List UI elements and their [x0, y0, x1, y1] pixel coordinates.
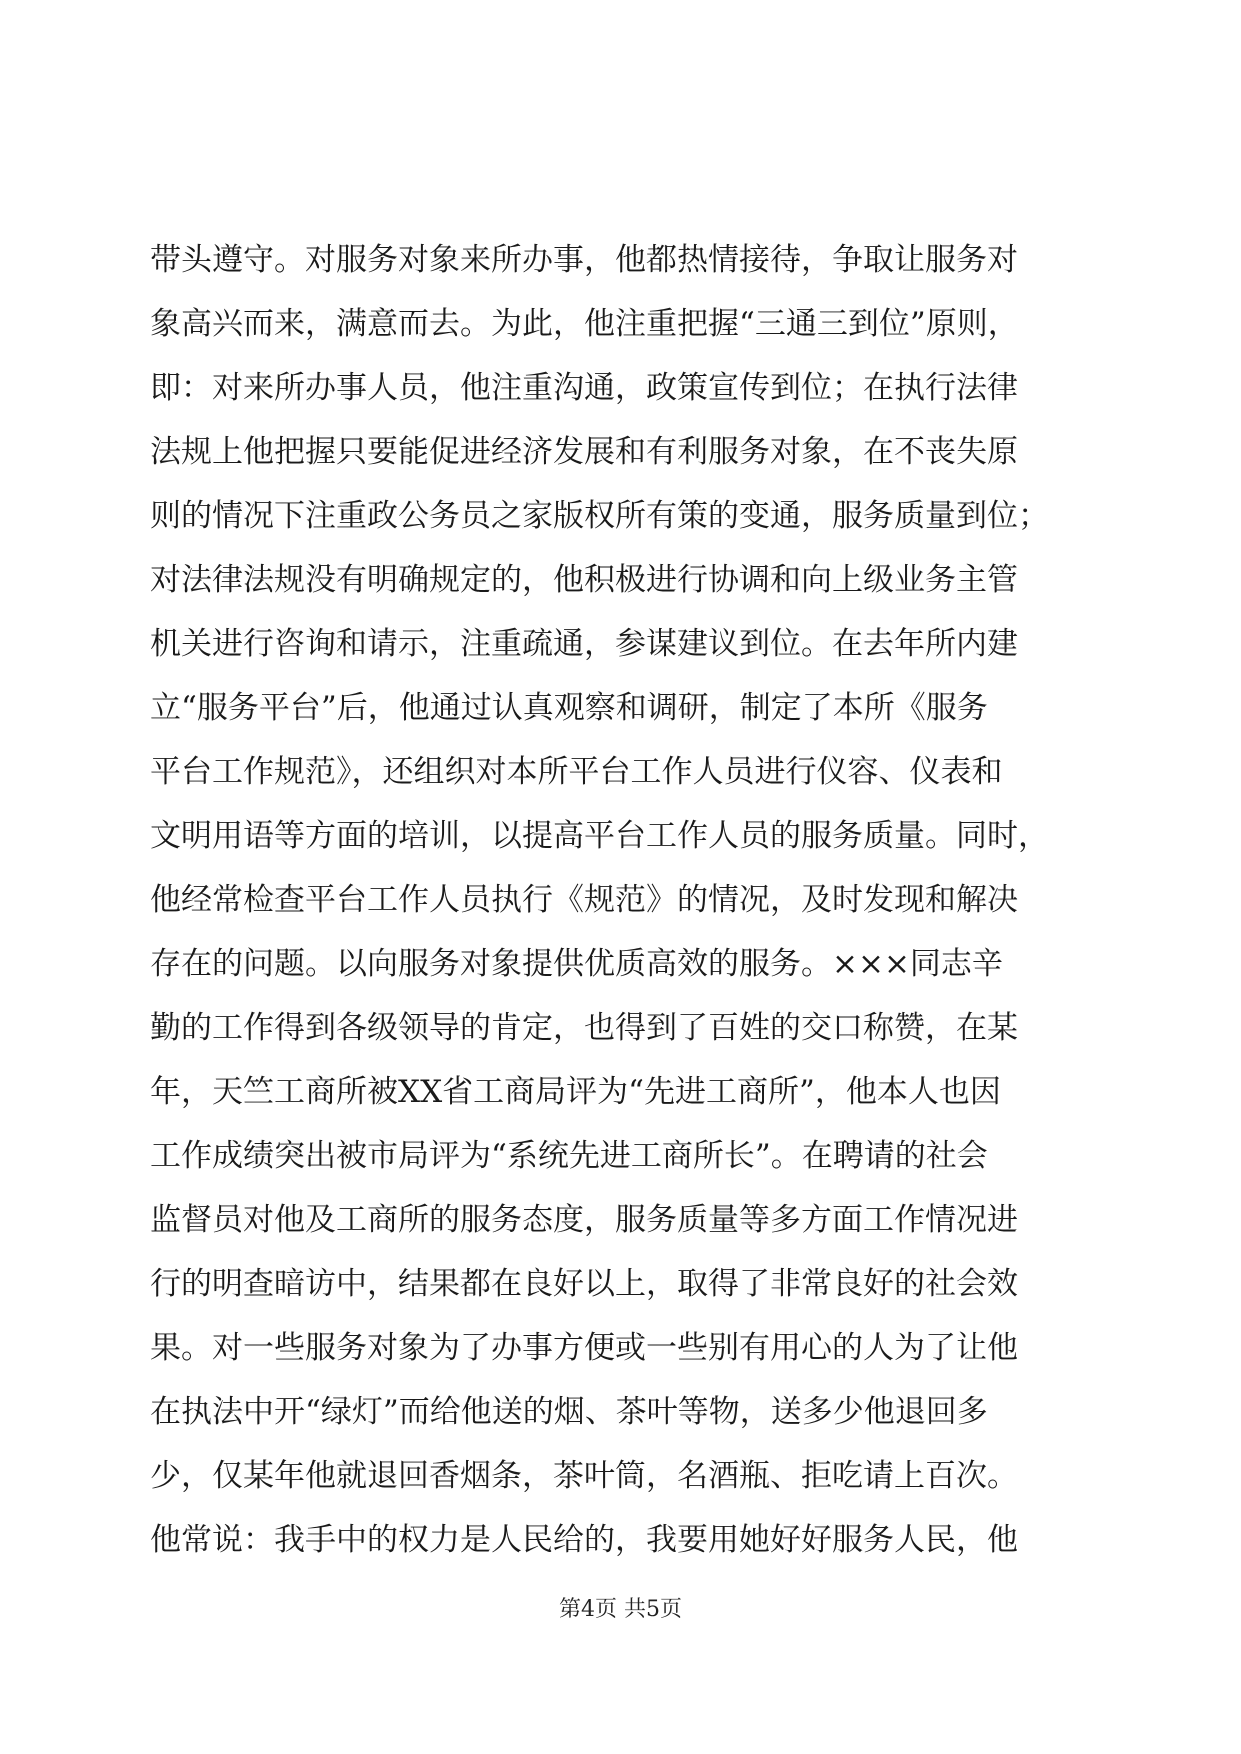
text-line: 少，仅某年他就退回香烟条，茶叶筒，名酒瓶、拒吃请上百次。	[150, 1458, 1018, 1494]
text-line: 果。对一些服务对象为了办事方便或一些别有用心的人为了让他	[150, 1330, 1018, 1366]
text-line: 法规上他把握只要能促进经济发展和有利服务对象，在不丧失原	[150, 434, 1018, 470]
text-line: 即：对来所办事人员，他注重沟通，政策宣传到位；在执行法律	[150, 370, 1018, 406]
text-line: 立“服务平台”后，他通过认真观察和调研，制定了本所《服务	[150, 690, 988, 726]
text-line: 对法律法规没有明确规定的，他积极进行协调和向上级业务主管	[150, 562, 1018, 598]
text-line: 则的情况下注重政公务员之家版权所有策的变通，服务质量到位；	[150, 498, 1049, 534]
text-line: 带头遵守。对服务对象来所办事，他都热情接待，争取让服务对	[150, 242, 1018, 278]
text-line: 机关进行咨询和请示，注重疏通，参谋建议到位。在去年所内建	[150, 626, 1018, 662]
text-line: 他常说：我手中的权力是人民给的，我要用她好好服务人民，他	[150, 1522, 1018, 1558]
text-line: 勤的工作得到各级领导的肯定，也得到了百姓的交口称赞，在某	[150, 1010, 1018, 1046]
text-line: 象高兴而来，满意而去。为此，他注重把握“三通三到位”原则，	[150, 306, 1019, 342]
text-line: 在执法中开“绿灯”而给他送的烟、茶叶等物，送多少他退回多	[150, 1394, 988, 1430]
text-line: 文明用语等方面的培训，以提高平台工作人员的服务质量。同时，	[150, 818, 1049, 854]
text-line: 监督员对他及工商所的服务态度，服务质量等多方面工作情况进	[150, 1202, 1018, 1238]
body-text	[150, 228, 1090, 1572]
page-number-footer: 第4页 共5页	[559, 1597, 682, 1622]
text-line: 他经常检查平台工作人员执行《规范》的情况，及时发现和解决	[150, 882, 1018, 918]
text-line: 行的明查暗访中，结果都在良好以上，取得了非常良好的社会效	[150, 1266, 1018, 1302]
text-line: 工作成绩突出被市局评为“系统先进工商所长”。在聘请的社会	[150, 1138, 988, 1174]
text-line: 年，天竺工商所被XX省工商局评为“先进工商所”，他本人也因	[150, 1074, 1001, 1110]
text-line: 存在的问题。以向服务对象提供优质高效的服务。×××同志辛	[150, 946, 1003, 982]
text-line: 平台工作规范》，还组织对本所平台工作人员进行仪容、仪表和	[150, 754, 1003, 790]
